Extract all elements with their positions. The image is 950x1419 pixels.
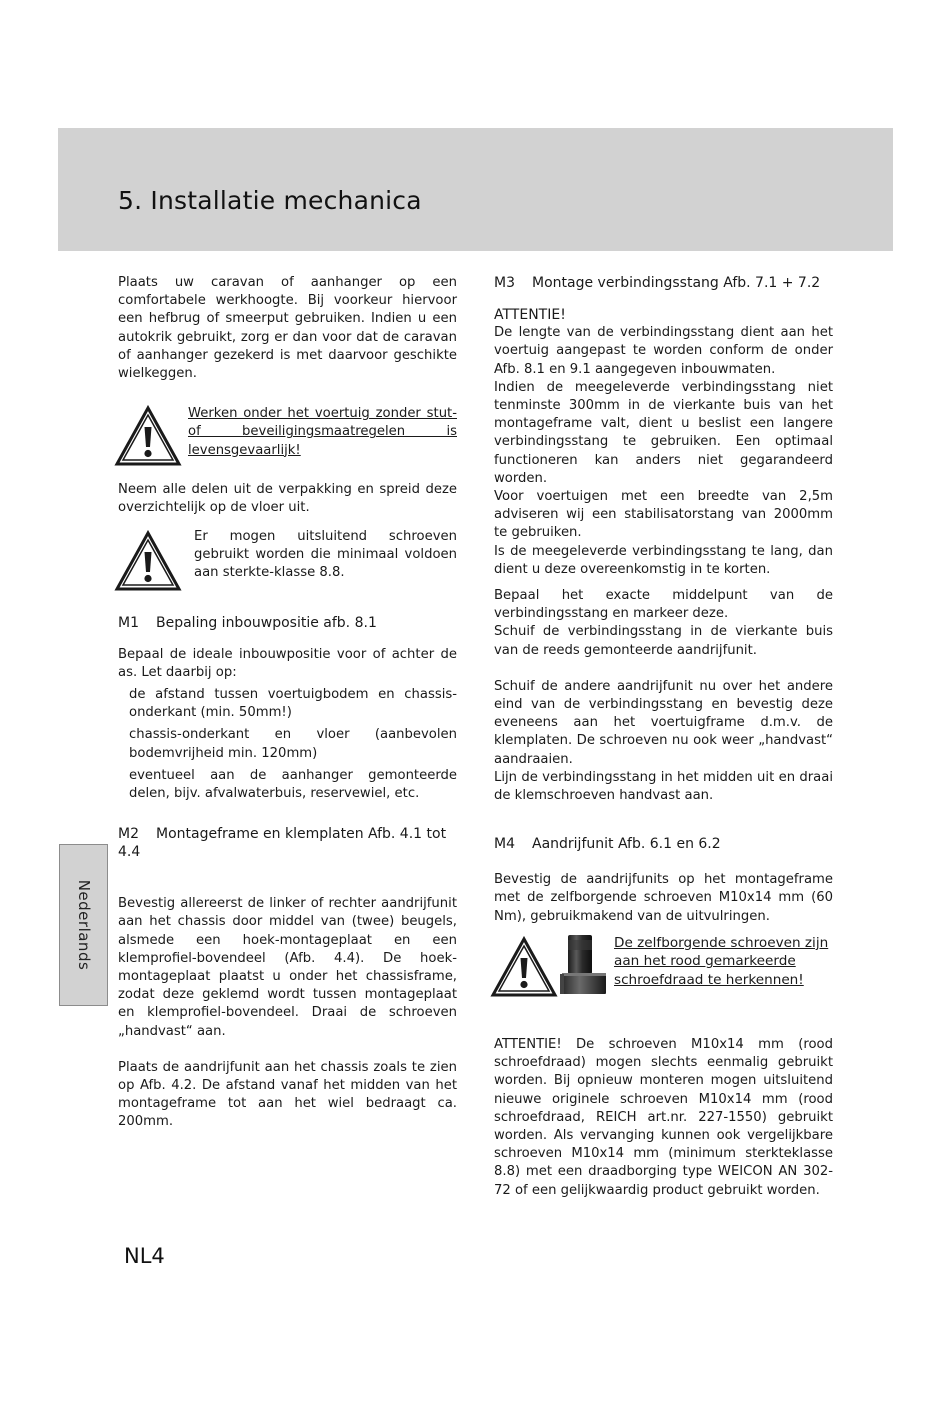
intro-paragraph: Plaats uw caravan of aanhanger op een comfortabele werkhoogte. Bij voorkeur hiervoor een hefbrug of smeerput gebruiken. Indien u een autokrik gebruikt, zorg er dan voor dat de caravan of aanhanger gezekerd is met daarvoor geschikte wielkeggen.: [118, 275, 457, 382]
warning-triangle-icon: [114, 530, 182, 592]
section-title: Bepaling inbouwpositie afb. 8.1: [156, 614, 377, 631]
m2-paragraph-2: Plaats de aandrijfunit aan het chassis zoals te zien op Afb. 4.2. De afstand vanaf het midden van het montageframe tot aan het wiel bedraagt ca. 200mm.: [118, 1059, 457, 1130]
m3-paragraph-8: Lijn de verbindingsstang in het midden uit en draai de klemschroeven handvast aan.: [494, 769, 833, 804]
m3-paragraph-3: Voor voertuigen met een breedte van 2,5m adviseren wij een stabilisatorstang van 2000mm te gebruiken.: [494, 489, 833, 541]
m3-paragraph-1: De lengte van de verbindingsstang dient aan het voertuig aangepast te worden conform de onder Afb. 8.1 en 9.1 aangegeven inbouwmaten.: [494, 325, 833, 377]
list-item: chassis-onderkant en vloer (aanbevolen bodemvrijheid min. 120mm): [129, 727, 457, 761]
right-column: [494, 274, 833, 1200]
warning-block-2: [118, 528, 457, 592]
warning-text-3: De zelfborgende schroeven zijn aan het rood gemarkeerde schroefdraad te herkennen!: [614, 934, 829, 989]
header-band: [58, 128, 893, 251]
warning-triangle-icon: [490, 936, 558, 998]
section-title: Montageframe en klemplaten Afb. 4.1 tot 4.4: [118, 826, 447, 861]
m3-paragraph-2: Indien de meegeleverde verbindingsstang niet tenminste 300mm in de vierkante buis van het montageframe valt, dient u beslist een langere verbindingsstang te gebruiken. Een optimaal functioneren kan anders niet gegarandeerd worden.: [494, 379, 833, 486]
m1-intro: Bepaal de ideale inbouwpositie voor of achter de as. Let daarbij op:: [118, 646, 457, 680]
section-heading-m3: [494, 274, 833, 292]
language-label: Nederlands: [74, 879, 93, 971]
page-number: NL4: [124, 1244, 165, 1268]
m3-paragraph-6: Schuif de verbindingsstang in de vierkante buis van de reeds gemonteerde aandrijfunit.: [494, 624, 833, 658]
section-number: M2: [118, 826, 139, 843]
warning-triangle-icon: [114, 405, 182, 467]
language-side-tab: [59, 844, 108, 1006]
page-title: 5. Installatie mechanica: [118, 186, 422, 215]
m3-paragraph-7: Schuif de andere aandrijfunit nu over het andere eind van de verbindingsstang en bevestig deze eveneens aan het voertuigframe d.m.v. de klemplaten. De schroeven nu ook weer „handvast“ aandraaien.: [494, 678, 833, 767]
section-number: M3: [494, 275, 515, 291]
m3-paragraph-4: Is de meegeleverde verbindingsstang te lang, dan dient u deze overeenkomstig in te korten.: [494, 543, 833, 577]
warning-block-3: [494, 934, 833, 998]
attention-label: ATTENTIE!: [494, 307, 566, 323]
list-item: de afstand tussen voertuigbodem en chassis-onderkant (min. 50mm!): [129, 687, 457, 721]
section-heading-m2: [118, 825, 457, 861]
left-column: [118, 274, 457, 1132]
warning-block-1: [118, 405, 457, 467]
m3-paragraph-5: Bepaal het exacte middelpunt van de verbindingsstang en markeer deze.: [494, 588, 833, 622]
section-title: Montage verbindingsstang Afb. 7.1 + 7.2: [532, 275, 821, 291]
warning-text-1: Werken onder het voertuig zonder stut- of beveiligingsmaatregelen is levensgevaarlijk!: [188, 406, 457, 458]
m4-paragraph-1: Bevestig de aandrijfunits op het montageframe met de zelfborgende schroeven M10x14 mm (60 Nm), gebruikmakend van de uitvulringen.: [494, 872, 833, 924]
section-heading-m1: [118, 614, 457, 632]
list-item: eventueel aan de aanhanger gemonteerde delen, bijv. afvalwaterbuis, reservewiel, etc.: [129, 767, 457, 802]
m4-paragraph-2: ATTENTIE! De schroeven M10x14 mm (rood schroefdraad) mogen slechts eenmalig gebruikt worden. Bij opnieuw monteren mogen uitsluitend nieuwe originele schroeven M10x14 mm (rood schroefdraad, REICH art.nr. 227-1550) gebruikt worden. Als vervanging kunnen ook vergelijkbare schroeven M10x14 mm (minimum sterkteklasse 8.8) met een draadborging type WEICON AN 302-72 of een gelijkwaardig product gebruikt worden.: [494, 1036, 833, 1198]
section-title: Aandrijfunit Afb. 6.1 en 6.2: [532, 836, 721, 853]
unpack-paragraph: Neem alle delen uit de verpakking en spreid deze overzichtelijk op de vloer uit.: [118, 482, 457, 516]
section-number: M1: [118, 614, 139, 631]
warning-text-2: Er mogen uitsluitend schroeven gebruikt worden die minimaal voldoen aan sterkte-klasse 8.8.: [194, 528, 457, 581]
m2-paragraph-1: Bevestig allereerst de linker of rechter aandrijfunit aan het chassis door middel van (twee) beugels, alsmede een hoek-montageplaat en een klemprofiel-bovendeel (Afb. 4.4). De hoek-montageplaat plaatst u onder het chassisframe, zodat deze geklemd wordt tussen montageplaat en klemprofiel-bovendeel. Draai de schroeven „handvast“ aan.: [118, 896, 457, 1039]
section-number: M4: [494, 836, 515, 853]
section-heading-m4: [494, 835, 833, 853]
screw-photo-icon: [560, 934, 608, 996]
